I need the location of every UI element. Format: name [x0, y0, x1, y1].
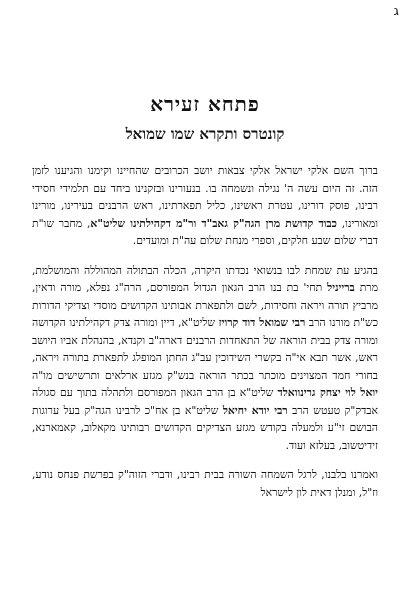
text-segment-bold: רבי שמואל דוד קרויז: [218, 316, 306, 329]
page-title: פתחא זעירא: [150, 92, 260, 116]
text-segment-bold: כבוד קדושת מרן הגה"ק גאב"ד ור"מ דקהילתינו שליט"א: [90, 216, 337, 230]
text-segment: שליט"א בן הרב הגאון המפורסם ולתהלה בתוך עם סגולה אבדק"ק טעטש הרב: [32, 386, 378, 417]
text-segment: שליט"א, דיין ומורה צדק דקהילתינו הקדושה ומורה צדק בבית הוראה של התאחדות הרבנים דארה"ב וקנדא, בהנהלת אביו היושב ראש, אשר תבא אי"ה בקשרי השידוכין עב"ג החתן המופלג לתפארת בתורה ויראה, בחורי חמד המצוינים מוכתר בכתר הוראה בנש"ק מגזע ארלאים ותרשישים מו"ה: [32, 316, 378, 382]
text-segment: בהגיע עת שמחת לבו בנשואי נכדתו היקרה, הכלה הבתולה המהוללה והמושלמת, מרת: [32, 263, 378, 294]
paragraph-1: [32, 162, 378, 250]
text-segment: ברוך השם אלקי ישראל אלקי צבאות יושב הכרובים שהחיינו וקימנו והגיענו לזמן הזה. זה היום עשה ה' נגילה ונשמחה בו. בנעורינו ובזקנינו ביחד עם תלמידי חסידי רבינו, פוסק דורינו, עטרת ראשינו, כליל תפארתינו, ראש הרבנים בעירינו, מורינו ומאורינו,: [32, 164, 378, 230]
text-segment-bold: ברייניל: [327, 281, 355, 294]
text-segment-bold: יואל לוי יצחק גרינוואלד: [277, 386, 378, 399]
page-number: ג: [393, 4, 399, 19]
text-segment: , מחבר שו"ת דברי שלום שבע חלקים, וספרי מנחת שלום עה"ת ומועדים.: [32, 216, 378, 247]
text-segment: תחי' בת בנו הרב הגאון הגדול המפורסם, הרה"ג נפלא, מורה ודאין, מרביץ תורה ויראה וחסידות, לשם ולתפארת אבותינו הקדושים מוסדי וצדיקי הדורות כש"ת מורנו הרב: [32, 281, 378, 329]
document-body: [32, 92, 378, 513]
text-segment: ואמרנו בלבנו, לרגל השמחה השורה בבית רבינו, ודברי הזוה"ק בפרשת פנחס נודע, וז"ל, ומנלן דאית לון לישראל: [32, 468, 378, 499]
page-subtitle: קונטרס ותקרא שמו שמואל: [125, 125, 285, 143]
paragraph-2: [32, 262, 378, 455]
text-segment-bold: רבי יודא יחיאל: [222, 403, 288, 417]
paragraph-3: [32, 466, 378, 501]
text-segment: שליט"א בן אח"כ לרבינו הגה"ק בעל ערוגות הבושם זי"ע ולמעלה בקודש מגזע הצדיקים הקדושים רבותינו מקאלוב, קאמארנא, זידיטשוב, בעלזא ועוד.: [32, 403, 378, 452]
